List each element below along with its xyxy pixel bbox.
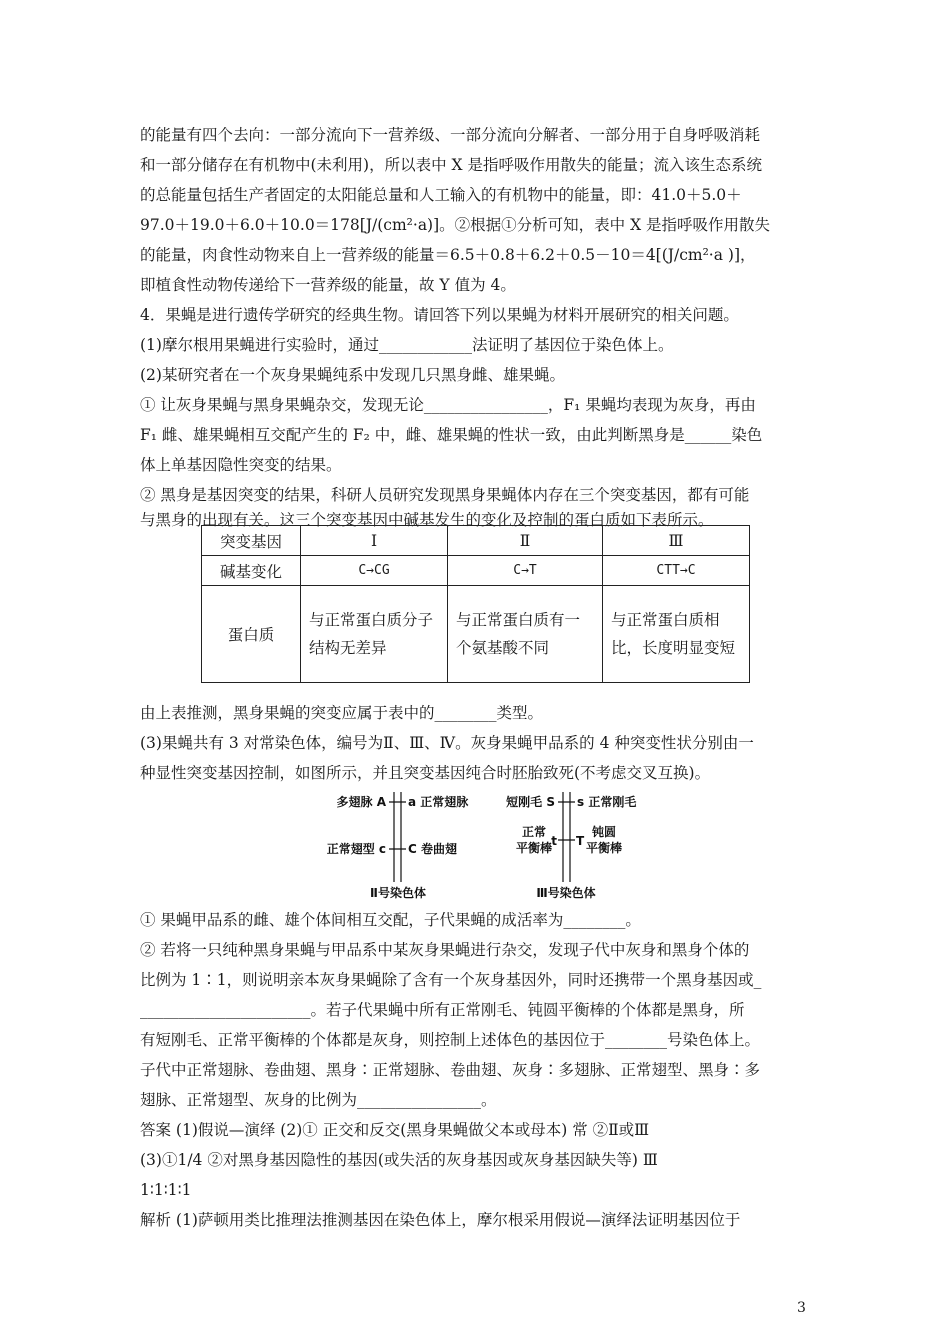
question-4-part-2: (2)某研究者在一个灰身果蝇纯系中发现几只黑身雌、雄果蝇。 [140, 366, 565, 384]
intro-line-5: 的能量，肉食性动物来自上一营养级的能量＝6.5＋0.8＋6.2＋0.5－10＝4[(J/cm²·a )]， [140, 246, 756, 264]
chrIII-right-mid-2: 平衡棒 [585, 841, 623, 855]
chrIII-left-top: 短刚毛 S [506, 795, 555, 809]
answer-line-2: (3)①1/4 ②对黑身基因隐性的基因(或失活的灰身基因或灰身基因缺失等) Ⅲ [140, 1151, 658, 1169]
question-4-part-3-2-line-4: 有短刚毛、正常平衡棒的个体都是灰身，则控制上述体色的基因位于________号染色体上。 [140, 1031, 761, 1049]
table-cell: C→T [448, 556, 603, 586]
question-4-stem: 4．果蝇是进行遗传学研究的经典生物。请回答下列以果蝇为材料开展研究的相关问题。 [140, 306, 739, 324]
chrIII-left-mid-1: 正常 [521, 825, 547, 839]
table-cell: C→CG [301, 556, 448, 586]
table-row-base-change [202, 556, 750, 586]
question-4-part-3-1: ① 果蝇甲品系的雌、雄个体间相互交配，子代果蝇的成活率为________。 [140, 911, 641, 929]
question-4-part-2-1-line-1: ① 让灰身果蝇与黑身果蝇杂交，发现无论________________，F₁ 果蝇均表现为灰身，再由 [140, 396, 756, 414]
question-4-part-3-2-line-6: 翅脉、正常翅型、灰身的比例为________________。 [140, 1091, 497, 1109]
question-4-part-1: (1)摩尔根用果蝇进行实验时，通过____________法证明了基因位于染色体上。 [140, 336, 674, 354]
question-4-part-3-line-2: 种显性突变基因控制，如图所示，并且突变基因纯合时胚胎致死(不考虑交叉互换)。 [140, 764, 711, 782]
table-cell: 与正常蛋白质有一个氨基酸不同 [448, 586, 603, 683]
intro-line-3: 的总能量包括生产者固定的太阳能总量和人工输入的有机物中的能量，即：41.0＋5.0＋ [140, 186, 742, 204]
question-4-part-3-2-line-3: ______________________。若子代果蝇中所有正常刚毛、钝圆平衡棒的个体都是黑身，所 [140, 1001, 745, 1019]
table-header-II: Ⅱ [448, 526, 603, 556]
answer-line-1: 答案 (1)假说—演绎 (2)① 正交和反交(黑身果蝇做父本或母本) 常 ②Ⅱ或Ⅲ [140, 1121, 650, 1139]
table-header-gene: 突变基因 [202, 526, 301, 556]
chrII-right-bottom: C 卷曲翅 [408, 842, 457, 856]
table-header-III: Ⅲ [603, 526, 750, 556]
question-4-part-3-2-line-5: 子代中正常翅脉、卷曲翅、黑身∶正常翅脉、卷曲翅、灰身∶多翅脉、正常翅型、黑身∶多 [140, 1061, 761, 1079]
question-4-part-3-line-1: (3)果蝇共有 3 对常染色体，编号为Ⅱ、Ⅲ、Ⅳ。灰身果蝇甲品系的 4 种突变性状分别由一 [140, 734, 754, 752]
question-4-part-2-2-line-1: ② 黑身是基因突变的结果，科研人员研究发现黑身果蝇体内存在三个突变基因，都有可能 [140, 486, 750, 504]
intro-line-6: 即植食性动物传递给下一营养级的能量，故 Y 值为 4。 [140, 276, 516, 294]
question-4-part-3-2-line-1: ② 若将一只纯种黑身果蝇与甲品系中某灰身果蝇进行杂交，发现子代中灰身和黑身个体的 [140, 941, 750, 959]
mutation-table [201, 525, 750, 683]
page-number: 3 [797, 1300, 806, 1316]
table-header-I: Ⅰ [301, 526, 448, 556]
intro-line-2: 和一部分储存在有机物中(未利用)，所以表中 X 是指呼吸作用散失的能量；流入该生态系统 [140, 156, 762, 174]
table-cell: CTT→C [603, 556, 750, 586]
chrII-right-top: a 正常翅脉 [408, 795, 469, 809]
table-cell: 与正常蛋白质分子结构无差异 [301, 586, 448, 683]
after-table-text: 由上表推测，黑身果蝇的突变应属于表中的________类型。 [140, 704, 544, 722]
chrIII-caption: Ⅲ号染色体 [536, 886, 596, 900]
analysis-line-1: 解析 (1)萨顿用类比推理法推测基因在染色体上，摩尔根采用假说—演绎法证明基因位于 [140, 1211, 741, 1229]
table-cell-label: 蛋白质 [202, 586, 301, 683]
intro-line-1: 的能量有四个去向：一部分流向下一营养级、一部分流向分解者、一部分用于自身呼吸消耗 [140, 126, 761, 144]
chrIII-left-mid-2: 平衡棒 [515, 841, 553, 855]
question-4-part-2-1-line-3: 体上单基因隐性突变的结果。 [140, 456, 342, 474]
chromosome-diagram [312, 784, 652, 902]
question-4-part-2-2-line-2: 与黑身的出现有关。这三个突变基因中碱基发生的变化及控制的蛋白质如下表所示。 [140, 511, 714, 529]
chrII-left-bottom: 正常翅型 c [326, 842, 386, 856]
chrII-left-top: 多翅脉 A [336, 795, 386, 809]
chrIII-right-gene: T [576, 834, 585, 848]
chrIII-left-gene: t [551, 834, 557, 848]
answer-line-3: 1∶1∶1∶1 [140, 1181, 192, 1199]
chrII-caption: Ⅱ号染色体 [370, 886, 426, 900]
question-4-part-2-1-line-2: F₁ 雌、雄果蝇相互交配产生的 F₂ 中，雌、雄果蝇的性状一致，由此判断黑身是______染色 [140, 426, 763, 444]
intro-line-4: 97.0＋19.0＋6.0＋10.0＝178[J/(cm²·a)]。②根据①分析可知，表中 X 是指呼吸作用散失 [140, 216, 771, 234]
table-cell: 与正常蛋白质相比，长度明显变短 [603, 586, 750, 683]
table-row-protein [202, 586, 750, 683]
table-cell-label: 碱基变化 [202, 556, 301, 586]
table-header-row [202, 526, 750, 556]
chrIII-right-top: s 正常刚毛 [577, 795, 637, 809]
question-4-part-3-2-line-2: 比例为 1∶1，则说明亲本灰身果蝇除了含有一个灰身基因外，同时还携带一个黑身基因或_ [140, 971, 762, 989]
chrIII-right-mid-1: 钝圆 [591, 825, 617, 839]
